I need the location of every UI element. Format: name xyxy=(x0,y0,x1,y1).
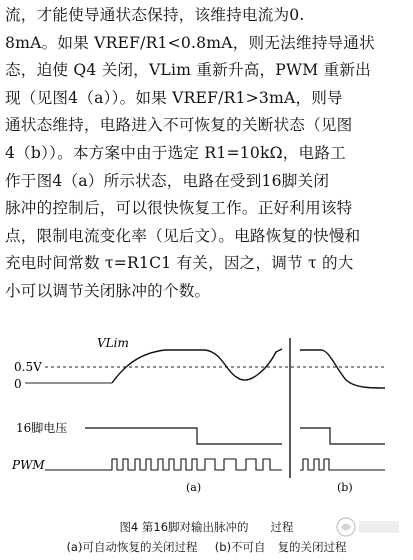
body-line: 点，限制电流变化率（见后文）。电路恢复的快慢和 xyxy=(5,226,361,245)
pin16-wave-b xyxy=(300,428,385,444)
body-line: 小可以调节关闭脉冲的个数。 xyxy=(5,281,211,300)
vlim-curve-b xyxy=(300,350,385,388)
watermark-logo xyxy=(333,512,403,542)
body-line: 通状态维持，电路进入不可恢复的关断状态（见图 xyxy=(5,116,353,135)
zero-label: 0 xyxy=(14,377,22,391)
pin16-wave-a xyxy=(85,428,282,444)
figure-caption-title: 图4 第16脚对输出脉冲的 过程 xyxy=(119,520,294,534)
body-line: 脉冲的控制后，可以很快恢复工作。正好利用该特 xyxy=(5,199,353,218)
body-line: 现（见图4（a））。如果 VREF/R1>3mA，则导 xyxy=(5,88,343,107)
body-line: 4（b））。本方案中由于选定 R1=10kΩ，电路工 xyxy=(5,143,346,162)
body-line: 流，才能使导通状态保持，该维持电流为0. xyxy=(5,6,305,24)
body-line: 充电时间常数 τ=R1C1 有关，因之，调节 τ 的大 xyxy=(5,254,354,273)
pwm-wave-a xyxy=(45,459,282,470)
pwm-wave-b xyxy=(300,459,385,470)
panel-b-label: (b) xyxy=(337,481,353,494)
watermark-icon xyxy=(333,512,403,542)
body-line: 8mA。如果 VREF/R1<0.8mA，则无法维持导通状 xyxy=(5,33,375,52)
panel-a-label: (a) xyxy=(186,481,202,494)
vlim-curve-a xyxy=(112,349,282,383)
vlim-label: VLim xyxy=(97,336,129,350)
body-line: 作于图4（a）所示状态，电路在受到16脚关闭 xyxy=(5,171,330,190)
pin16-voltage-label: 16脚电压 xyxy=(16,421,68,435)
figure-caption-subtitles: (a)可自动恢复的关闭过程 (b)不可自 复的关闭过程 xyxy=(66,540,347,554)
body-line: 态，迫使 Q4 关闭，VLim 重新升高，PWM 重新出 xyxy=(5,61,371,80)
pwm-label: PWM xyxy=(12,458,45,472)
half-volt-label: 0.5V xyxy=(14,360,42,374)
